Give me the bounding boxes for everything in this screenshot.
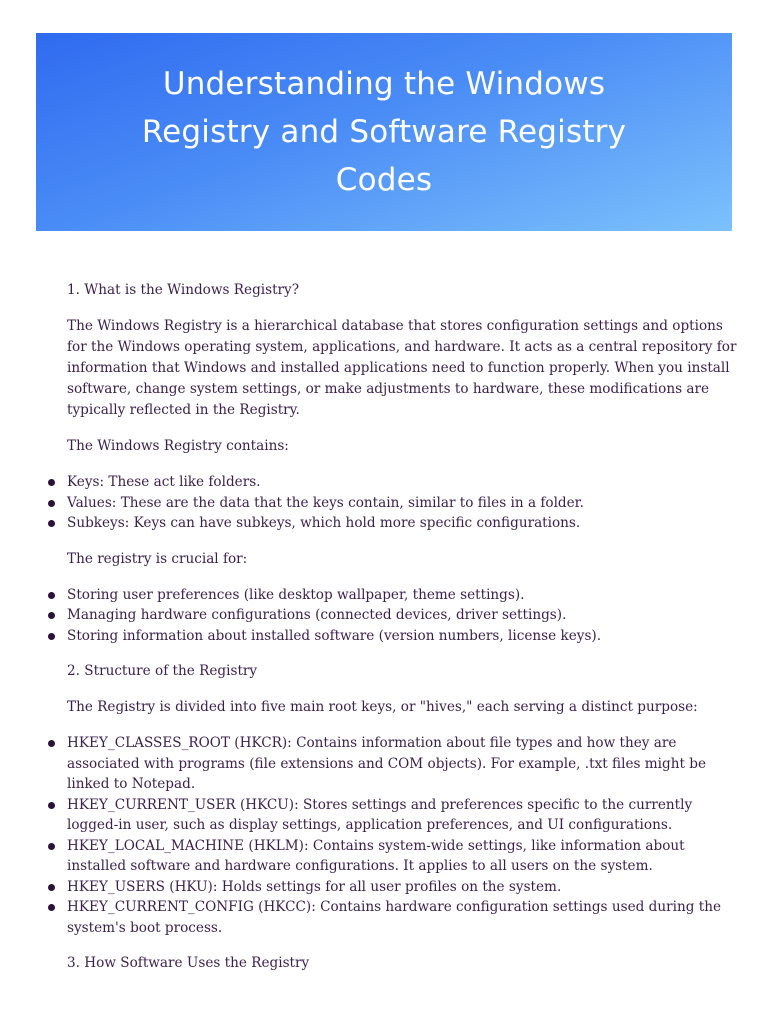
hives-list — [67, 733, 737, 938]
list-item: Storing user preferences (like desktop wallpaper, theme settings). — [67, 585, 737, 606]
list-item: HKEY_LOCAL_MACHINE (HKLM): Contains system-wide settings, like information about installed software and hardware configurations. It applies to all users on the system. — [67, 836, 737, 877]
section-1-paragraph: The Windows Registry is a hierarchical database that stores configuration settings and options for the Windows operating system, applications, and hardware. It acts as a central repository for information that Windows and installed applications need to function properly. When you install software, change system settings, or make adjustments to hardware, these modifications are typically reflected in the Registry. — [67, 318, 737, 418]
registry-crucial-intro: The registry is crucial for: — [67, 550, 248, 567]
section-2-heading: 2. Structure of the Registry — [67, 663, 258, 679]
registry-crucial-list — [67, 585, 737, 647]
title-banner — [36, 33, 732, 231]
list-item: Managing hardware configurations (connected devices, driver settings). — [67, 605, 737, 626]
registry-contains-intro: The Windows Registry contains: — [67, 438, 289, 454]
section-1-heading: 1. What is the Windows Registry? — [67, 282, 300, 298]
list-item: Storing information about installed software (version numbers, license keys). — [67, 626, 737, 647]
document-body — [67, 280, 737, 974]
list-item: HKEY_USERS (HKU): Holds settings for all user profiles on the system. — [67, 877, 737, 898]
list-item: Keys: These act like folders. — [67, 472, 737, 493]
registry-contains-list — [67, 472, 737, 534]
list-item: Subkeys: Keys can have subkeys, which hold more specific configurations. — [67, 513, 737, 534]
page-title: Understanding the Windows Registry and Software Registry Codes — [141, 66, 627, 198]
list-item: Values: These are the data that the keys contain, similar to files in a folder. — [67, 493, 737, 514]
list-item: HKEY_CLASSES_ROOT (HKCR): Contains information about file types and how they are associated with programs (file extensions and COM objects). For example, .txt files might be linked to Notepad. — [67, 733, 737, 795]
list-item: HKEY_CURRENT_USER (HKCU): Stores settings and preferences specific to the currently logged-in user, such as display settings, application preferences, and UI configurations. — [67, 795, 737, 836]
hives-intro: The Registry is divided into five main root keys, or "hives," each serving a distinct purpose: — [67, 699, 698, 715]
section-3-heading: 3. How Software Uses the Registry — [67, 955, 310, 971]
list-item: HKEY_CURRENT_CONFIG (HKCC): Contains hardware configuration settings used during the system's boot process. — [67, 897, 737, 938]
